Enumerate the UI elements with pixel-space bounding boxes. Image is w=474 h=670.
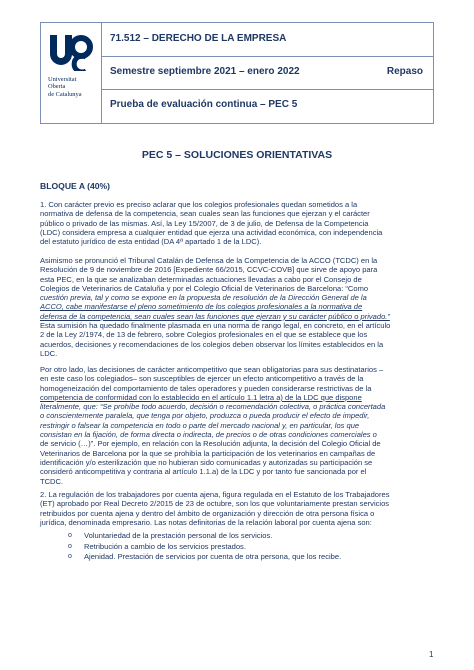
text-line: Por otro lado, las decisiones de carácter anticompetitivo que sean obligatorias para sus destinatarios –	[40, 365, 384, 374]
section-heading: BLOQUE A (40%)	[40, 181, 111, 191]
paragraph-1	[40, 200, 435, 246]
list-item-text: Voluntariedad de la prestación personal de los servicios.	[84, 531, 273, 540]
bullet-marker: o	[68, 553, 72, 561]
text-line: o conscientemente paralela, que tenga por objeto, produzca o pueda producir el efecto de impedir,	[40, 411, 370, 421]
text-line: Veterinarios de Barcelona por la que se prohibía la participación de los veterinarios en campañas de	[40, 448, 376, 458]
text-line: TCDC.	[40, 476, 64, 486]
header-row-test	[102, 89, 433, 122]
text-line: cuestión previa, tal y como se expone en la propuesta de resolución de la Dirección General de la	[40, 293, 367, 303]
course-title: 71.512 – DERECHO DE LA EMPRESA	[110, 33, 287, 44]
paragraph-3	[40, 365, 435, 486]
text-line: Asimismo se pronunció el Tribunal Catalán de Defensa de la Competencia de la ACCO (TCDC) en la	[40, 256, 378, 265]
list-item-text: Ajenidad. Prestación de servicios por cuenta de otra persona, que los recibe.	[84, 552, 342, 562]
text-line: en este caso los colegiados– son susceptibles de ejercer un efecto anticompetitivo a través de la	[40, 374, 364, 384]
text-line: esta PEC, en la que se analizaban determinadas actuaciones llevadas a cabo por el Consejo de	[40, 274, 362, 284]
paragraph-2	[40, 256, 435, 358]
bullet-marker: o	[68, 542, 72, 550]
text-line: normativa de defensa de la competencia, sean cuales sean las funciones que ejerzan y el carácter	[40, 209, 370, 219]
text-line: literalmente, que: “Se prohíbe todo acuerdo, decisión o recomendación colectiva, o práctica concertada	[40, 402, 386, 412]
text-line: (LDC) considera empresa a cualquier entidad que ejerza una actividad económica, con independencia	[40, 227, 383, 237]
bullet-list	[68, 531, 434, 563]
bullet-marker: o	[68, 532, 72, 539]
semester-label: Semestre septiembre 2021 – enero 2022	[110, 66, 300, 77]
text-line: consideró anticompetitiva y contraria al artículo 1.1.a) de la LDC y por tanto fue sancionada por el	[40, 467, 367, 477]
text-line: 2. La regulación de los trabajadores por cuenta ajena, figura regulada en el Estatuto de los Trabajadores	[40, 490, 390, 499]
text-line: ACCO, cabe manifestarse el pleno sometimiento de los colegios profesionales a la normativa de	[40, 302, 363, 312]
paragraph-4	[40, 490, 435, 527]
text-line: competencia de conformidad con lo establecido en el artículo 1.1 letra a) de la LDC que dispone	[40, 392, 362, 402]
uoc-logo	[41, 23, 102, 123]
repaso-tag: Repaso	[386, 66, 423, 77]
test-label: Prueba de evaluación continua – PEC 5	[110, 99, 298, 110]
uoc-logo-icon	[49, 33, 93, 71]
list-item-text: Retribución a cambio de los servicios prestados.	[84, 541, 246, 551]
text-line: del estatuto jurídico de esta entidad (DA 4ª apartado 1 de la LDC).	[40, 237, 262, 247]
logo-line: Oberta	[48, 83, 66, 91]
text-line: restringir o falsear la competencia en todo o parte del mercado nacional y, en particular, los que	[40, 420, 360, 430]
logo-line: de Catalunya	[48, 90, 82, 98]
document-title: PEC 5 – SOLUCIONES ORIENTATIVAS	[141, 149, 333, 161]
text-line: público o privado de las mismas. Así, la Ley 15/2007, de 3 de julio, de Defensa de la Competencia	[40, 218, 369, 228]
text-line: Esta sumisión ha quedado finalmente plasmada en una norma de rango legal, en concreto, en el artículo	[40, 321, 391, 331]
text-line: jurídica, denominada empresario. Las notas definitorias de la relación laboral por cuenta ajena son:	[40, 517, 372, 527]
list-item	[68, 552, 434, 563]
text-line: homogeneización del comportamiento de tales operadores y pueden considerarse restrictivas de la	[40, 383, 372, 393]
logo-text	[48, 76, 100, 98]
text-line: de servicio (…)”. Por ejemplo, en relación con la Resolución adjunta, la decisión del Colegio Oficial de	[40, 439, 381, 449]
text-line: acuerdos, decisiones y recomendaciones de los colegios deben observar los límites establecidos en la	[40, 339, 384, 349]
list-item	[68, 541, 434, 553]
header-row-course	[102, 23, 433, 57]
header-row-semester	[102, 56, 433, 90]
text-line: consistan en la fijación, de forma directa o indirecta, de precios o de otras condiciones comerciales o	[40, 430, 377, 440]
logo-line: Universitat	[48, 76, 77, 83]
text-line: Resolución de 9 de noviembre de 2016 [Expediente 66/2015, CCVC-COVB] que sirve de apoyo para	[40, 265, 378, 275]
page-number: 1	[429, 650, 434, 659]
list-item	[68, 531, 434, 542]
text-line: retribuidos por cuenta ajena y dentro del ámbito de organización y dirección de otra persona física o	[40, 508, 375, 518]
text-line: LDC.	[40, 348, 58, 358]
text-line: 2 de la Ley 2/1974, de 13 de febrero, sobre Colegios profesionales en el que se establece que los	[40, 330, 368, 340]
text-line: 1. Con carácter previo es preciso aclarar que los colegios profesionales quedan sometidos a la	[40, 200, 358, 209]
text-line: Colegios de Veterinarios de Cataluña y por el Colegio Oficial de Veterinarios de Barcelona: “Como	[40, 283, 369, 293]
header-box	[40, 22, 434, 124]
text-line: identificación y/o esterilización que no hubieran sido comunicadas y autorizadas su participación se	[40, 457, 373, 467]
text-line: (ET) aprobado por Real Decreto 2/2015 de 23 de octubre, son los que voluntariamente prestan servicios	[40, 499, 390, 509]
text-line: defensa de la competencia, sean cuales sean las funciones que ejerzan y su carácter público o privado.”	[40, 311, 390, 321]
